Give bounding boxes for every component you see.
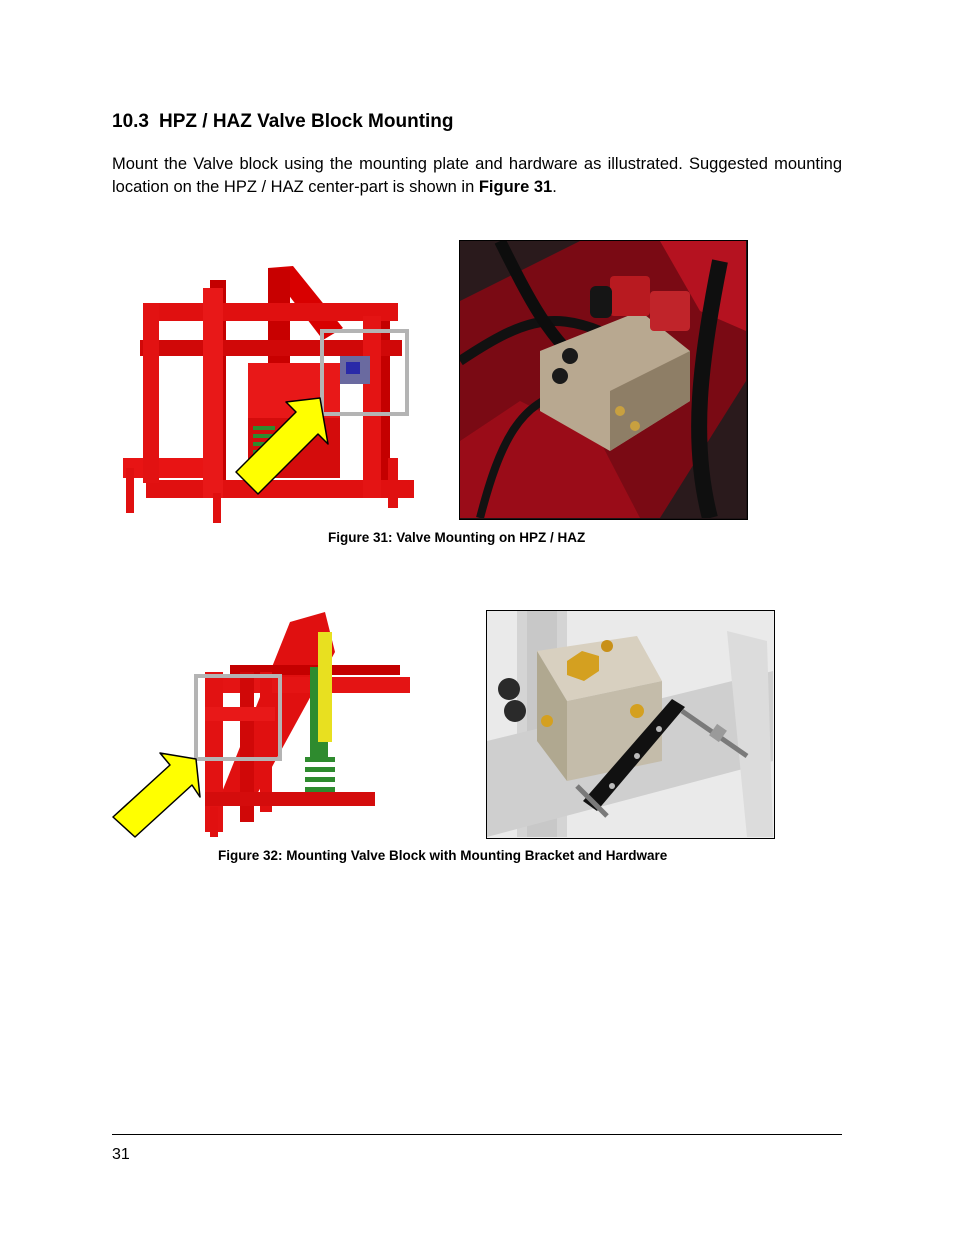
body-text: Mount the Valve block using the mounting plate and hardware as illustrated. Suggested mounting location on the HPZ / HAZ center-part is shown in: [112, 155, 842, 196]
figure31-frame-illustration: [118, 258, 424, 524]
figure-reference: Figure 31: [478, 177, 553, 196]
figure32-caption: Figure 32: Mounting Valve Block with Mounting Bracket and Hardware: [218, 848, 668, 863]
body-text-end: .: [552, 177, 557, 196]
section-heading: [112, 111, 454, 133]
figure31-valve-photo: [459, 240, 748, 520]
figure32-frame-illustration: [110, 607, 415, 841]
section-title: HPZ / HAZ Valve Block Mounting: [158, 111, 454, 132]
figure32-bracket-render: [486, 610, 775, 839]
figure31-caption: Figure 31: Valve Mounting on HPZ / HAZ: [328, 530, 586, 545]
footer-divider: [112, 1134, 842, 1135]
body-paragraph: [112, 153, 842, 198]
section-number: 10.3: [112, 111, 149, 132]
page-number: 31: [112, 1146, 130, 1163]
